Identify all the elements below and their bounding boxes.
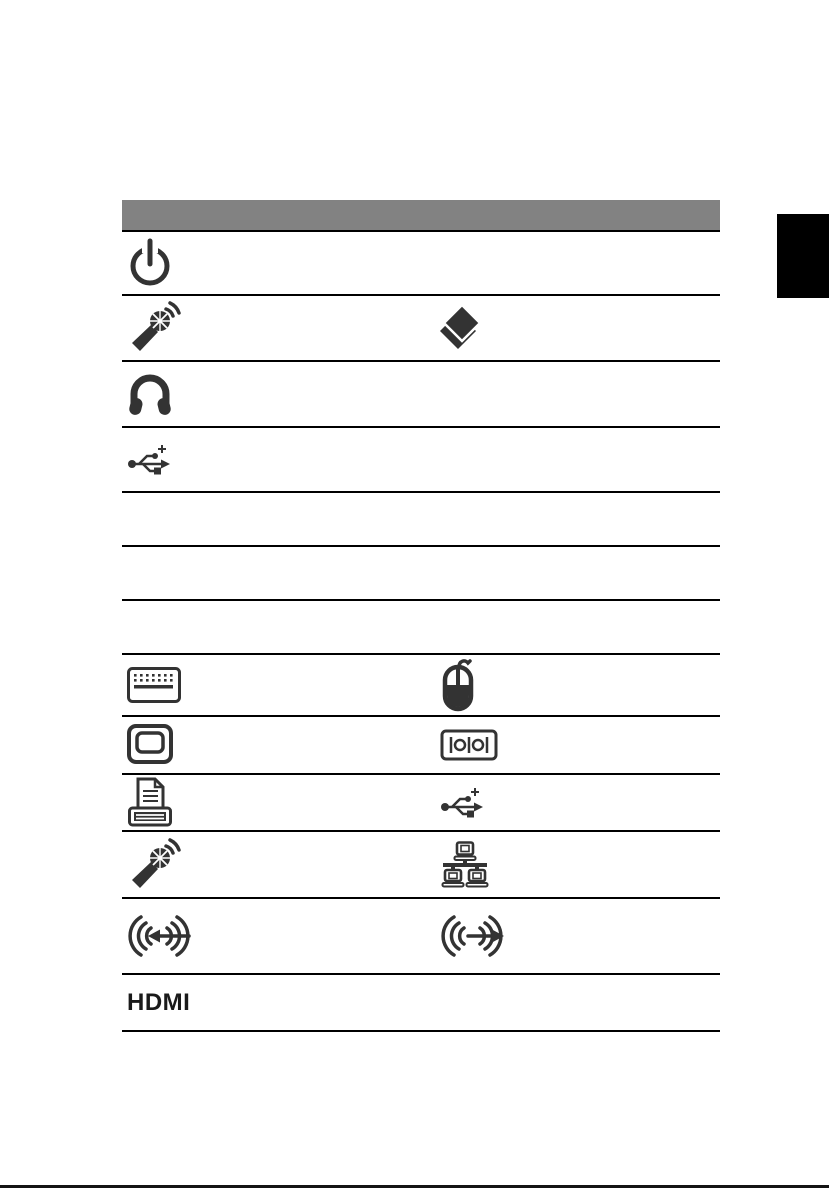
table-cell-right xyxy=(434,729,720,761)
table-row xyxy=(122,655,720,717)
table-row xyxy=(122,775,720,832)
table-cell-left xyxy=(122,369,434,419)
table-cell-right xyxy=(434,787,720,819)
table-cell-left xyxy=(122,914,434,958)
power-icon xyxy=(127,238,173,288)
table-cell-right xyxy=(434,303,720,353)
audio-line-in-icon xyxy=(127,914,191,958)
network-icon xyxy=(440,841,490,889)
icon-table-body xyxy=(122,232,720,1032)
table-cell-left xyxy=(122,444,434,476)
microphone-icon xyxy=(127,301,181,355)
table-cell-right xyxy=(434,914,720,958)
usb-icon xyxy=(127,444,171,476)
usb-icon xyxy=(440,787,484,819)
keyboard-icon xyxy=(127,667,181,703)
mouse-icon xyxy=(440,658,478,712)
table-row xyxy=(122,428,720,493)
table-cell-left xyxy=(122,301,434,355)
table-row xyxy=(122,493,720,547)
table-row xyxy=(122,296,720,362)
table-row xyxy=(122,832,720,899)
card-reader-icon xyxy=(440,303,482,353)
table-cell-left xyxy=(122,724,434,766)
headphones-icon xyxy=(127,369,173,419)
table-row xyxy=(122,362,720,428)
monitor-icon xyxy=(127,724,173,766)
microphone-icon xyxy=(127,838,181,892)
table-row xyxy=(122,899,720,975)
table-cell-left xyxy=(122,667,434,703)
page-edge-section-tab xyxy=(777,214,829,298)
table-row xyxy=(122,547,720,601)
table-cell-right xyxy=(434,658,720,712)
table-cell-left xyxy=(122,238,434,288)
table-row xyxy=(122,601,720,655)
connector-icon-table xyxy=(122,200,720,1032)
table-row xyxy=(122,232,720,296)
printer-icon xyxy=(127,777,173,829)
table-cell-right xyxy=(434,841,720,889)
serial-port-icon xyxy=(440,729,498,761)
page-bottom-edge-line xyxy=(0,1185,829,1188)
table-header-bar xyxy=(122,200,720,232)
table-cell-left xyxy=(122,988,434,1016)
table-cell-left xyxy=(122,838,434,892)
table-cell-left xyxy=(122,777,434,829)
table-row xyxy=(122,717,720,775)
hdmi-logo-text: HDMI xyxy=(127,988,191,1016)
audio-line-out-icon xyxy=(440,914,506,958)
table-row xyxy=(122,975,720,1032)
